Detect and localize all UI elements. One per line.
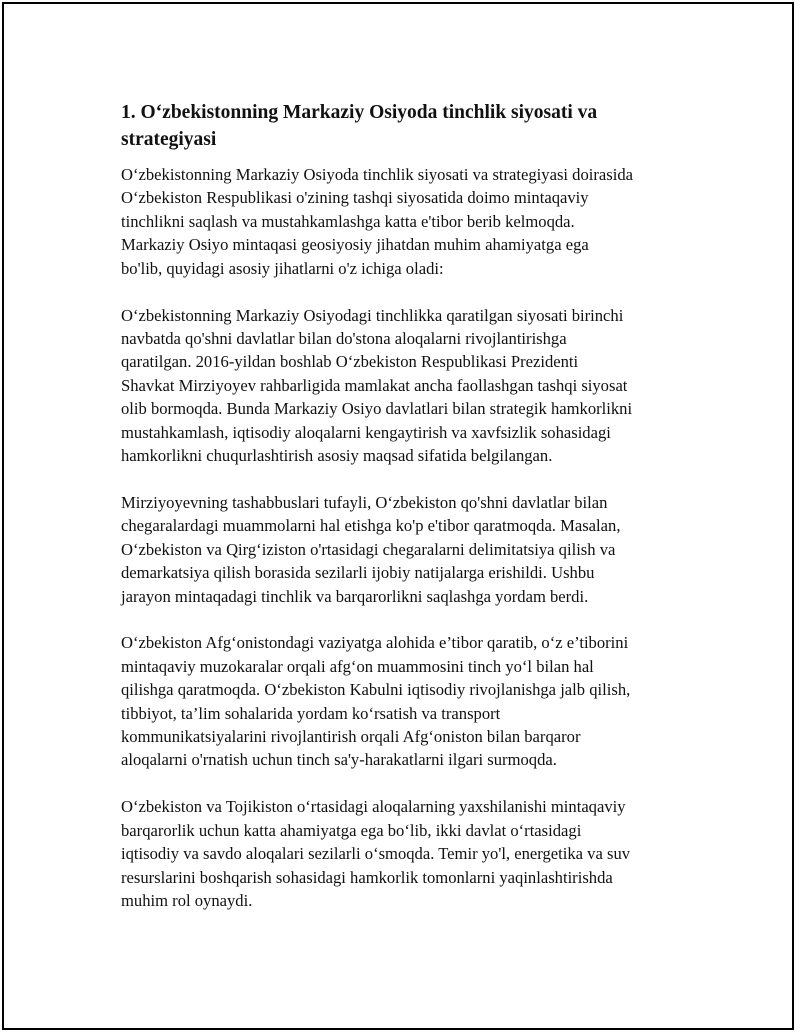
text-line: iqtisodiy va savdo aloqalari sezilarli o‘smoqda. Temir yo'l, energetika va suv (121, 844, 631, 864)
text-line: O‘zbekiston va Qirg‘iziston o'rtasidagi chegaralarni delimitatsiya qilish va (121, 539, 616, 559)
text-line: navbatda qo'shni davlatlar bilan do'stona aloqalarni rivojlantirishga (121, 328, 567, 348)
text-line: O‘zbekiston va Tojikiston o‘rtasidagi aloqalarning yaxshilanishi mintaqaviy (121, 797, 626, 817)
heading-line: strategiyasi (121, 129, 217, 150)
paragraph-1 (121, 163, 721, 280)
text-line: barqarorlik uchun katta ahamiyatga ega bo‘lib, ikki davlat o‘rtasidagi (121, 820, 582, 840)
document-body (121, 99, 721, 936)
text-line: mintaqaviy muzokaralar orqali afg‘on muammosini tinch yo‘l bilan hal (121, 656, 594, 676)
text-line: demarkatsiya qilish borasida sezilarli ijobiy natijalarga erishildi. Ushbu (121, 563, 595, 583)
text-line: O‘zbekistonning Markaziy Osiyoda tinchlik siyosati va strategiyasi doirasida (121, 165, 633, 184)
section-heading (121, 99, 721, 153)
text-line: qaratilgan. 2016-yildan boshlab O‘zbekiston Respublikasi Prezidenti (121, 352, 579, 372)
page-frame (2, 2, 794, 1030)
text-line: tibbiyot, ta’lim sohalarida yordam ko‘rsatish va transport (121, 703, 501, 723)
text-line: mustahkamlash, iqtisodiy aloqalarni kengaytirish va xavfsizlik sohasidagi (121, 422, 611, 442)
text-line: O‘zbekiston Respublikasi o'zining tashqi siyosatida doimo mintaqaviy (121, 188, 589, 208)
text-line: qilishga qaratmoqda. O‘zbekiston Kabulni iqtisodiy rivojlanishga jalb qilish, (121, 680, 631, 700)
text-line: bo'lib, quyidagi asosiy jihatlarni o'z ichiga oladi: (121, 258, 444, 278)
text-line: kommunikatsiyalarini rivojlantirish orqali Afg‘oniston bilan barqaror (121, 727, 581, 747)
paragraph-4 (121, 631, 721, 771)
text-line: tinchlikni saqlash va mustahkamlashga katta e'tibor berib kelmoqda. (121, 211, 575, 231)
text-line: resurslarini boshqarish sohasidagi hamkorlik tomonlarni yaqinlashtirishda (121, 867, 613, 887)
heading-line: 1. O‘zbekistonning Markaziy Osiyoda tinchlik siyosati va (121, 102, 598, 123)
text-line: Markaziy Osiyo mintaqasi geosiyosiy jihatdan muhim ahamiyatga ega (121, 235, 589, 255)
paragraph-5 (121, 795, 721, 912)
paragraph-3 (121, 491, 721, 608)
text-line: chegaralardagi muammolarni hal etishga ko'p e'tibor qaratmoqda. Masalan, (121, 516, 621, 536)
text-line: hamkorlikni chuqurlashtirish asosiy maqsad sifatida belgilangan. (121, 445, 553, 465)
text-line: olib bormoqda. Bunda Markaziy Osiyo davlatlari bilan strategik hamkorlikni (121, 399, 633, 419)
text-line: Mirziyoyevning tashabbuslari tufayli, O‘zbekiston qo'shni davlatlar bilan (121, 492, 608, 512)
paragraph-2 (121, 304, 721, 468)
text-line: Shavkat Mirziyoyev rahbarligida mamlakat ancha faollashgan tashqi siyosat (121, 375, 628, 395)
text-line: muhim rol oynaydi. (121, 890, 253, 910)
text-line: aloqalarni o'rnatish uchun tinch sa'y-harakatlarni ilgari surmoqda. (121, 750, 557, 770)
text-line: jarayon mintaqadagi tinchlik va barqarorlikni saqlashga yordam berdi. (121, 586, 589, 606)
text-line: O‘zbekiston Afg‘onistondagi vaziyatga alohida e’tibor qaratib, o‘z e’tiborini (121, 633, 629, 653)
text-line: O‘zbekistonning Markaziy Osiyodagi tinchlikka qaratilgan siyosati birinchi (121, 305, 624, 325)
